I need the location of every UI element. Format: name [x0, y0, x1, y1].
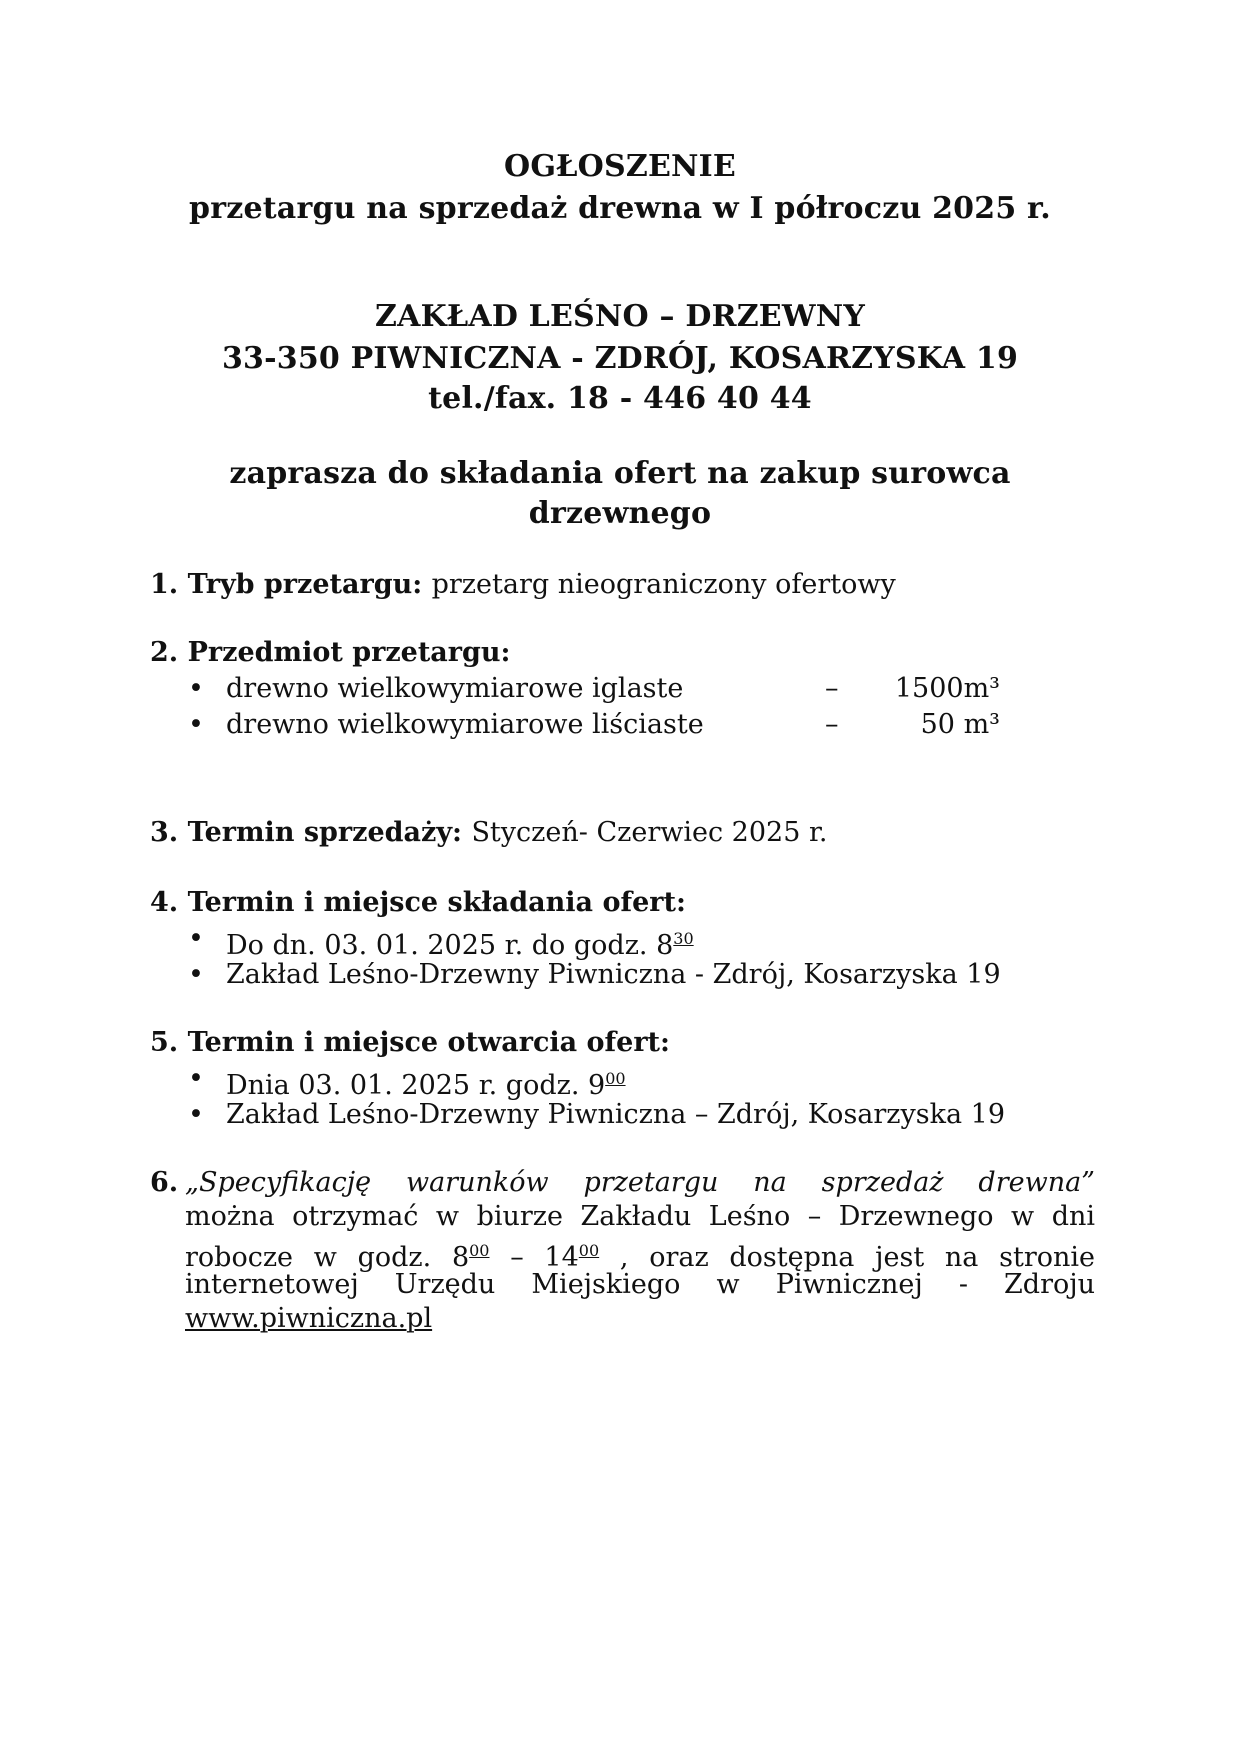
offer-place: Zakład Leśno-Drzewny Piwniczna - Zdrój, Kosarzyska 19 [226, 959, 1001, 990]
section-6-number: 6. [150, 1167, 179, 1198]
item-label: drewno wielkowymiarowe iglaste [226, 673, 684, 704]
item-label: drewno wielkowymiarowe liściaste [226, 709, 704, 740]
section-2 [150, 636, 511, 670]
section-5-title: Termin i miejsce otwarcia ofert: [187, 1027, 670, 1058]
bullet-icon: • [188, 959, 204, 990]
organization-address: 33-350 PIWNICZNA - ZDRÓJ, KOSARZYSKA 19 [221, 341, 1019, 376]
section-1-title: Tryb przetargu: [187, 569, 423, 600]
office-hours-to: – 14 [489, 1242, 579, 1273]
bullet-icon: • [188, 1063, 204, 1094]
section-5 [150, 1026, 670, 1060]
office-hours-from-minutes: 00 [469, 1241, 490, 1260]
section-2-number: 2. [150, 637, 179, 668]
opening-date: Dnia 03. 01. 2025 r. godz. 9 [226, 1070, 606, 1101]
section-6-line-1: „Specyfikację warunków przetargu na sprzedaż drewna” [185, 1167, 1095, 1198]
section-3-title: Termin sprzedaży: [187, 817, 463, 848]
opening-date-minutes: 00 [605, 1069, 626, 1088]
section-6-line-2: można otrzymać w biurze Zakładu Leśno – Drzewnego w dni [185, 1201, 1095, 1232]
section-1-value: przetarg nieograniczony ofertowy [431, 569, 896, 600]
section-6-line-4: internetowej Urzędu Miejskiego w Piwnicznej - Zdroju [185, 1269, 1095, 1300]
page-title: OGŁOSZENIE [504, 149, 736, 184]
organization-phone: tel./fax. 18 - 446 40 44 [428, 381, 812, 416]
section-3-number: 3. [150, 817, 179, 848]
offer-deadline: Do dn. 03. 01. 2025 r. do godz. 8 [226, 930, 674, 961]
website-link[interactable]: www.piwniczna.pl [185, 1303, 433, 1334]
section-6-line-5 [185, 1302, 1095, 1336]
bullet-icon: • [188, 673, 204, 704]
bullet-icon: • [188, 709, 204, 740]
page-subtitle: przetargu na sprzedaż drewna w I półroczu 2025 r. [189, 191, 1051, 226]
item-dash: – [825, 673, 839, 704]
item-quantity: 50 m³ [920, 709, 1000, 740]
office-hours-from: robocze w godz. 8 [185, 1242, 470, 1273]
item-dash: – [825, 709, 839, 740]
section-3-value: Styczeń- Czerwiec 2025 r. [471, 817, 828, 848]
section-1-number: 1. [150, 569, 179, 600]
section-2-title: Przedmiot przetargu: [187, 637, 511, 668]
invitation-line-1: zaprasza do składania ofert na zakup surowca [229, 456, 1011, 491]
offer-deadline-minutes: 30 [673, 929, 694, 948]
section-3 [150, 816, 827, 850]
section-4-title: Termin i miejsce składania ofert: [187, 887, 686, 918]
section-4-number: 4. [150, 887, 179, 918]
section-6-line-3-rest: , oraz dostępna jest na stronie [599, 1242, 1095, 1273]
item-quantity: 1500m³ [894, 673, 1000, 704]
bullet-icon: • [188, 923, 204, 954]
bullet-icon: • [188, 1099, 204, 1130]
organization-name: ZAKŁAD LEŚNO – DRZEWNY [375, 299, 865, 334]
section-5-number: 5. [150, 1027, 179, 1058]
section-4 [150, 886, 686, 920]
invitation-line-2: drzewnego [528, 496, 712, 531]
section-1 [150, 568, 896, 602]
office-hours-to-minutes: 00 [578, 1241, 600, 1260]
opening-place: Zakład Leśno-Drzewny Piwniczna – Zdrój, Kosarzyska 19 [226, 1099, 1006, 1130]
